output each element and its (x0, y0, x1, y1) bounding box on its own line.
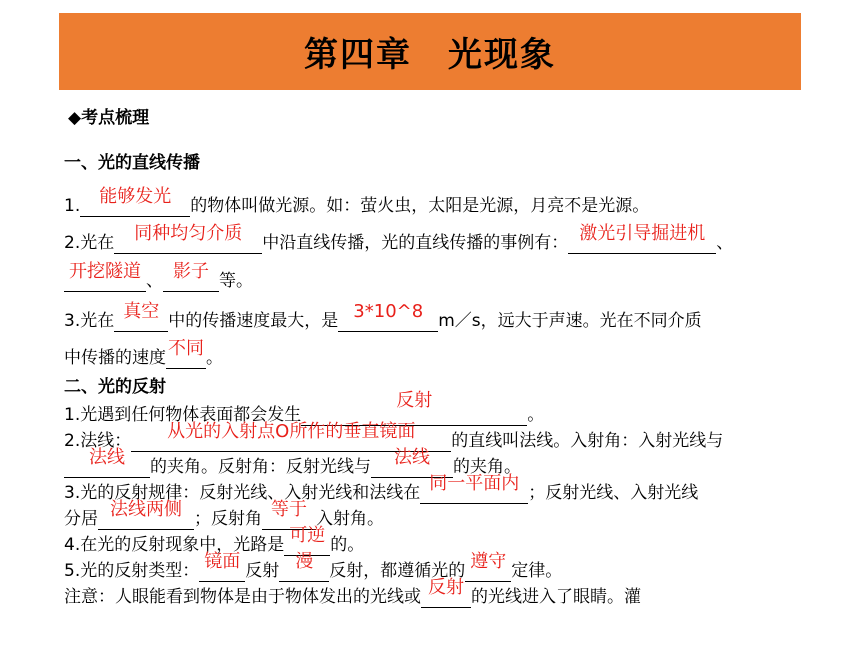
heading-light-propagation: 一、光的直线传播 (64, 153, 200, 173)
answer: 同种均匀介质 (134, 223, 243, 244)
blank (568, 223, 716, 254)
blank (199, 551, 245, 582)
blank (64, 447, 150, 478)
blank (114, 301, 168, 332)
blank (80, 186, 190, 217)
blank (64, 261, 146, 292)
answer: 反射 (428, 577, 464, 598)
blank (420, 473, 528, 504)
blank (338, 301, 438, 332)
title-banner (59, 13, 801, 90)
answer: 能够发光 (99, 186, 172, 207)
answer: 法线 (394, 447, 430, 468)
answer: 真空 (123, 301, 160, 322)
p1-item1: 1. 能够发光 的物体叫做光源。如：萤火虫，太阳是光源，月亮不是光源。 (64, 186, 650, 216)
answer: 漫 (295, 551, 314, 572)
p1-item2-line2: 开挖隧道 、 影子 等。 (64, 270, 253, 292)
heading-light-reflection: 二、光的反射 (64, 377, 166, 397)
answer: 影子 (173, 261, 209, 282)
answer: 遵守 (470, 551, 507, 572)
answer: 激光引导掘进机 (579, 223, 706, 244)
blank (114, 223, 262, 254)
p1-item3-line2: 中传播的速度 不同 。 (64, 338, 223, 368)
p1-item3-line1: 3.光在 真空 中的传播速度最大，是 3*10^8 m／s，远大于声速。光在不同介质 (64, 301, 702, 331)
p2-note: 注意：人眼能看到物体是由于物体发出的光线或 反射 的光线进入了眼睛。灌 (64, 577, 641, 607)
p2-item3-line1: 3.光的反射规律：反射光线、入射光线和法线在 同一平面内 ；反射光线、入射光线 (64, 473, 699, 503)
answer: 镜面 (204, 551, 241, 572)
blank (166, 338, 206, 369)
answer: 从光的入射点O所作的垂直镜面 (167, 421, 416, 442)
page-title: 第四章 光现象 (304, 35, 556, 75)
answer: 同一平面内 (429, 473, 520, 494)
blank (98, 499, 194, 530)
answer: 3*10^8 (353, 301, 424, 322)
answer: 开挖隧道 (69, 261, 141, 282)
answer: 等于 (271, 499, 307, 520)
p2-item3-line2: 分居 法线两侧 ；反射角 等于 入射角。 (64, 499, 384, 529)
answer: 法线两侧 (110, 499, 182, 520)
blank (279, 551, 329, 582)
blank (421, 577, 471, 608)
section-marker: ◆考点梳理 (68, 108, 150, 128)
p2-item5: 5.光的反射类型： 镜面 反射 漫 反射，都遵循光的 遵守 定律。 (64, 551, 563, 581)
blank (465, 551, 511, 582)
p2-item1: 1.光遇到任何物体表面都会发生 反射 。 (64, 390, 545, 425)
p2-item2-line1: 2.法线： 从光的入射点O所作的垂直镜面 的直线叫法线。入射角：入射光线与 (64, 421, 724, 451)
answer: 可逆 (289, 525, 326, 546)
blank (163, 261, 219, 292)
answer: 不同 (168, 338, 204, 359)
p2-item4: 4.在光的反射现象中，光路是 可逆 的。 (64, 525, 365, 555)
p1-item2-line1: 2.光在 同种均匀介质 中沿直线传播，光的直线传播的事例有： 激光引导掘进机 、 (64, 223, 734, 253)
p2-item2-line2: 法线 的夹角。反射角：反射光线与 法线 的夹角。 (64, 456, 521, 478)
answer: 法线 (89, 447, 125, 468)
answer: 反射 (396, 390, 433, 411)
